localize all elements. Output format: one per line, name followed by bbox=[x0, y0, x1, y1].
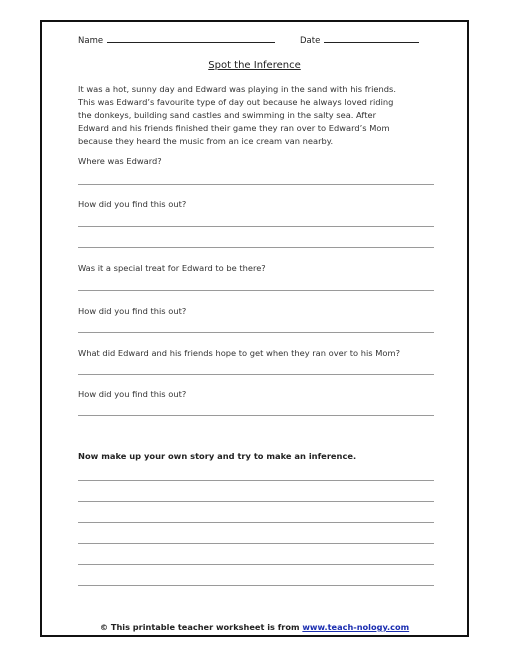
answer-line[interactable] bbox=[78, 415, 434, 416]
story-line: Edward and his friends finished their game they ran over to Edward’s Mom bbox=[78, 123, 390, 133]
answer-line[interactable] bbox=[78, 332, 434, 333]
writing-line[interactable] bbox=[78, 501, 434, 502]
answer-line[interactable] bbox=[78, 226, 434, 227]
question-4: How did you find this out? bbox=[78, 306, 187, 316]
story-line: This was Edward’s favourite type of day out because he always loved riding bbox=[78, 97, 394, 107]
story-line: the donkeys, building sand castles and swimming in the salty sea. After bbox=[78, 110, 376, 120]
question-6: How did you find this out? bbox=[78, 389, 187, 399]
answer-line[interactable] bbox=[78, 290, 434, 291]
worksheet-title: Spot the Inference bbox=[208, 60, 301, 71]
name-label: Name bbox=[78, 36, 104, 46]
answer-line[interactable] bbox=[78, 247, 434, 248]
question-2: How did you find this out? bbox=[78, 199, 187, 209]
writing-line[interactable] bbox=[78, 522, 434, 523]
answer-line[interactable] bbox=[78, 374, 434, 375]
date-field[interactable] bbox=[300, 33, 419, 46]
writing-line[interactable] bbox=[78, 543, 434, 544]
writing-line[interactable] bbox=[78, 564, 434, 565]
question-5: What did Edward and his friends hope to get when they ran over to his Mom? bbox=[78, 348, 400, 358]
writing-line[interactable] bbox=[78, 585, 434, 586]
name-field[interactable] bbox=[78, 33, 275, 46]
writing-line[interactable] bbox=[78, 480, 434, 481]
footer-text: © This printable teacher worksheet is from bbox=[99, 622, 303, 632]
date-label: Date bbox=[300, 36, 321, 46]
footer-link[interactable]: www.teach-nology.com bbox=[302, 622, 410, 632]
story-paragraph bbox=[78, 83, 438, 148]
story-prompt: Now make up your own story and try to make an inference. bbox=[78, 451, 357, 461]
story-line: because they heard the music from an ice cream van nearby. bbox=[78, 136, 334, 146]
date-line[interactable] bbox=[324, 33, 419, 43]
question-1: Where was Edward? bbox=[78, 156, 162, 166]
worksheet-page bbox=[40, 20, 469, 637]
question-3: Was it a special treat for Edward to be there? bbox=[78, 263, 266, 273]
story-line: It was a hot, sunny day and Edward was playing in the sand with his friends. bbox=[78, 84, 396, 94]
answer-line[interactable] bbox=[78, 184, 434, 185]
name-line[interactable] bbox=[107, 33, 275, 43]
footer bbox=[42, 622, 467, 632]
